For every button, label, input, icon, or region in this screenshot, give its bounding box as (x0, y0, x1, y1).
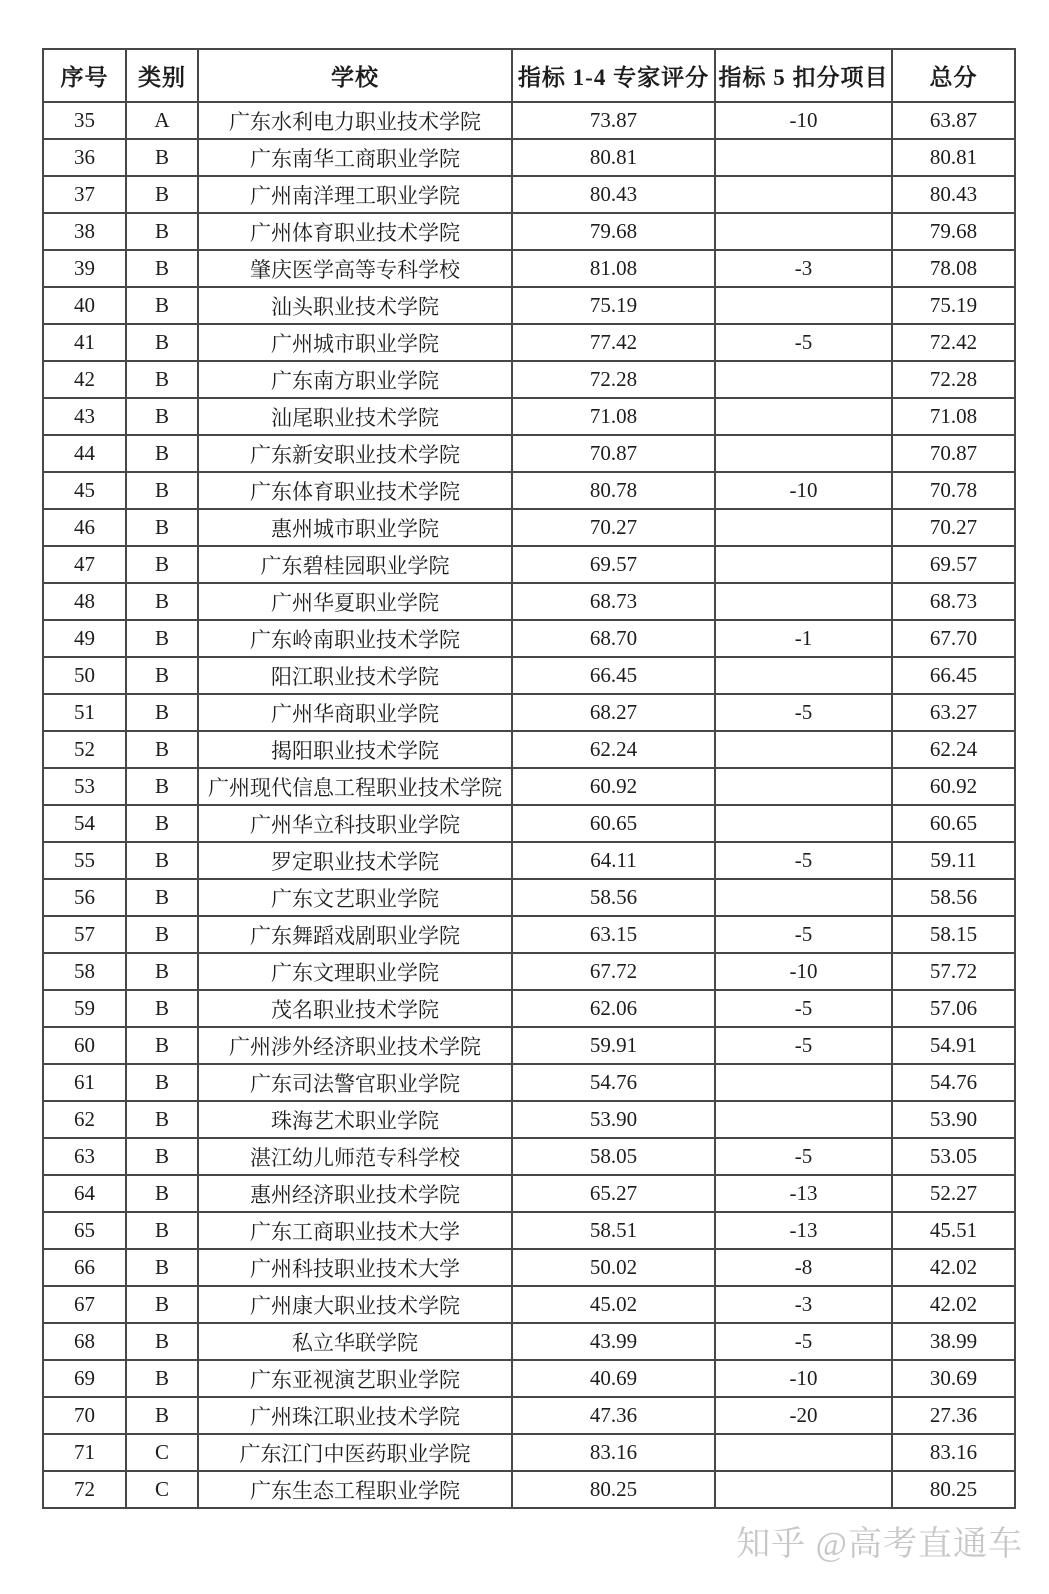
cell-score: 65.27 (512, 1175, 715, 1212)
cell-total: 57.72 (892, 953, 1015, 990)
cell-index: 56 (43, 879, 126, 916)
cell-school: 湛江幼儿师范专科学校 (198, 1138, 512, 1175)
cell-school: 广东司法警官职业学院 (198, 1064, 512, 1101)
table-row (43, 694, 1015, 731)
cell-index: 57 (43, 916, 126, 953)
cell-score: 83.16 (512, 1434, 715, 1471)
table-row (43, 842, 1015, 879)
cell-deduction: -13 (715, 1212, 892, 1249)
cell-category: B (126, 731, 198, 768)
cell-school: 广东文艺职业学院 (198, 879, 512, 916)
cell-school: 广东生态工程职业学院 (198, 1471, 512, 1508)
cell-index: 67 (43, 1286, 126, 1323)
cell-score: 68.70 (512, 620, 715, 657)
cell-score: 62.06 (512, 990, 715, 1027)
cell-school: 广州涉外经济职业技术学院 (198, 1027, 512, 1064)
cell-score: 45.02 (512, 1286, 715, 1323)
table-row (43, 546, 1015, 583)
table-row (43, 1138, 1015, 1175)
cell-score: 69.57 (512, 546, 715, 583)
cell-total: 80.43 (892, 176, 1015, 213)
header-deduction: 指标 5 扣分项目 (715, 49, 892, 102)
table-row (43, 213, 1015, 250)
cell-index: 46 (43, 509, 126, 546)
cell-score: 62.24 (512, 731, 715, 768)
cell-category: B (126, 1027, 198, 1064)
table-row (43, 620, 1015, 657)
table-row (43, 879, 1015, 916)
cell-school: 阳江职业技术学院 (198, 657, 512, 694)
cell-deduction: -1 (715, 620, 892, 657)
cell-score: 80.43 (512, 176, 715, 213)
cell-category: B (126, 1323, 198, 1360)
cell-school: 汕尾职业技术学院 (198, 398, 512, 435)
table-header (43, 49, 1015, 102)
table-row (43, 1249, 1015, 1286)
cell-index: 39 (43, 250, 126, 287)
header-row (43, 49, 1015, 102)
cell-score: 71.08 (512, 398, 715, 435)
cell-category: B (126, 1101, 198, 1138)
table-row (43, 990, 1015, 1027)
cell-total: 66.45 (892, 657, 1015, 694)
cell-total: 60.65 (892, 805, 1015, 842)
cell-total: 79.68 (892, 213, 1015, 250)
cell-deduction: -5 (715, 324, 892, 361)
cell-deduction (715, 139, 892, 176)
cell-score: 59.91 (512, 1027, 715, 1064)
table-row (43, 139, 1015, 176)
cell-score: 67.72 (512, 953, 715, 990)
cell-school: 茂名职业技术学院 (198, 990, 512, 1027)
cell-deduction: -10 (715, 953, 892, 990)
cell-category: B (126, 990, 198, 1027)
cell-school: 私立华联学院 (198, 1323, 512, 1360)
cell-total: 68.73 (892, 583, 1015, 620)
table-row (43, 176, 1015, 213)
cell-category: B (126, 213, 198, 250)
table-row (43, 583, 1015, 620)
cell-score: 77.42 (512, 324, 715, 361)
cell-school: 广东舞蹈戏剧职业学院 (198, 916, 512, 953)
cell-index: 63 (43, 1138, 126, 1175)
cell-index: 36 (43, 139, 126, 176)
cell-deduction (715, 287, 892, 324)
cell-total: 67.70 (892, 620, 1015, 657)
cell-score: 72.28 (512, 361, 715, 398)
cell-index: 71 (43, 1434, 126, 1471)
cell-school: 惠州城市职业学院 (198, 509, 512, 546)
cell-category: B (126, 1249, 198, 1286)
cell-deduction (715, 546, 892, 583)
cell-total: 80.25 (892, 1471, 1015, 1508)
table-row (43, 1064, 1015, 1101)
cell-index: 48 (43, 583, 126, 620)
cell-school: 广州华立科技职业学院 (198, 805, 512, 842)
cell-score: 58.56 (512, 879, 715, 916)
cell-deduction (715, 509, 892, 546)
cell-score: 63.15 (512, 916, 715, 953)
cell-score: 80.25 (512, 1471, 715, 1508)
cell-deduction: -3 (715, 250, 892, 287)
cell-category: B (126, 805, 198, 842)
cell-score: 80.78 (512, 472, 715, 509)
cell-score: 73.87 (512, 102, 715, 139)
table-row (43, 731, 1015, 768)
cell-category: C (126, 1434, 198, 1471)
cell-total: 70.87 (892, 435, 1015, 472)
cell-category: A (126, 102, 198, 139)
cell-deduction: -5 (715, 990, 892, 1027)
cell-total: 63.27 (892, 694, 1015, 731)
cell-index: 60 (43, 1027, 126, 1064)
table-row (43, 1175, 1015, 1212)
header-total: 总分 (892, 49, 1015, 102)
cell-score: 64.11 (512, 842, 715, 879)
cell-deduction: -10 (715, 1360, 892, 1397)
cell-total: 45.51 (892, 1212, 1015, 1249)
cell-school: 广东岭南职业技术学院 (198, 620, 512, 657)
cell-total: 59.11 (892, 842, 1015, 879)
cell-category: B (126, 1397, 198, 1434)
cell-category: B (126, 398, 198, 435)
cell-index: 49 (43, 620, 126, 657)
cell-total: 30.69 (892, 1360, 1015, 1397)
table-row (43, 1360, 1015, 1397)
cell-total: 57.06 (892, 990, 1015, 1027)
cell-total: 42.02 (892, 1286, 1015, 1323)
table-row (43, 805, 1015, 842)
cell-category: B (126, 435, 198, 472)
cell-score: 53.90 (512, 1101, 715, 1138)
cell-school: 珠海艺术职业学院 (198, 1101, 512, 1138)
cell-score: 66.45 (512, 657, 715, 694)
cell-deduction: -5 (715, 842, 892, 879)
cell-category: B (126, 1064, 198, 1101)
cell-category: B (126, 287, 198, 324)
cell-total: 62.24 (892, 731, 1015, 768)
cell-deduction (715, 1434, 892, 1471)
cell-total: 72.28 (892, 361, 1015, 398)
cell-category: B (126, 694, 198, 731)
cell-deduction (715, 805, 892, 842)
cell-total: 53.90 (892, 1101, 1015, 1138)
cell-score: 58.05 (512, 1138, 715, 1175)
cell-total: 54.91 (892, 1027, 1015, 1064)
cell-category: B (126, 250, 198, 287)
cell-deduction (715, 213, 892, 250)
cell-school: 广东江门中医药职业学院 (198, 1434, 512, 1471)
cell-category: B (126, 176, 198, 213)
cell-index: 45 (43, 472, 126, 509)
cell-category: B (126, 139, 198, 176)
cell-category: B (126, 953, 198, 990)
cell-category: B (126, 768, 198, 805)
cell-total: 72.42 (892, 324, 1015, 361)
table-row (43, 509, 1015, 546)
cell-school: 广东南华工商职业学院 (198, 139, 512, 176)
cell-category: B (126, 620, 198, 657)
table-row (43, 953, 1015, 990)
cell-total: 71.08 (892, 398, 1015, 435)
header-school: 学校 (198, 49, 512, 102)
cell-index: 58 (43, 953, 126, 990)
cell-total: 63.87 (892, 102, 1015, 139)
cell-deduction: -5 (715, 1027, 892, 1064)
cell-school: 肇庆医学高等专科学校 (198, 250, 512, 287)
cell-total: 83.16 (892, 1434, 1015, 1471)
cell-score: 58.51 (512, 1212, 715, 1249)
cell-school: 广州城市职业学院 (198, 324, 512, 361)
table-row (43, 287, 1015, 324)
cell-school: 广东水利电力职业技术学院 (198, 102, 512, 139)
cell-total: 58.15 (892, 916, 1015, 953)
cell-category: B (126, 1360, 198, 1397)
cell-score: 54.76 (512, 1064, 715, 1101)
header-category: 类别 (126, 49, 198, 102)
table-row (43, 1397, 1015, 1434)
cell-category: B (126, 842, 198, 879)
cell-deduction (715, 1064, 892, 1101)
cell-category: B (126, 1286, 198, 1323)
cell-total: 58.56 (892, 879, 1015, 916)
cell-category: B (126, 657, 198, 694)
cell-index: 61 (43, 1064, 126, 1101)
cell-deduction: -10 (715, 102, 892, 139)
cell-deduction (715, 435, 892, 472)
cell-deduction: -5 (715, 916, 892, 953)
cell-total: 70.78 (892, 472, 1015, 509)
cell-total: 38.99 (892, 1323, 1015, 1360)
cell-total: 42.02 (892, 1249, 1015, 1286)
table-row (43, 1027, 1015, 1064)
cell-index: 69 (43, 1360, 126, 1397)
cell-category: B (126, 1175, 198, 1212)
cell-score: 50.02 (512, 1249, 715, 1286)
cell-school: 广州康大职业技术学院 (198, 1286, 512, 1323)
table-row (43, 1286, 1015, 1323)
cell-index: 66 (43, 1249, 126, 1286)
cell-total: 70.27 (892, 509, 1015, 546)
cell-category: C (126, 1471, 198, 1508)
cell-index: 53 (43, 768, 126, 805)
cell-score: 68.73 (512, 583, 715, 620)
cell-category: B (126, 879, 198, 916)
cell-school: 广州华商职业学院 (198, 694, 512, 731)
cell-school: 广东工商职业技术大学 (198, 1212, 512, 1249)
cell-total: 78.08 (892, 250, 1015, 287)
cell-index: 41 (43, 324, 126, 361)
cell-deduction (715, 583, 892, 620)
cell-score: 60.65 (512, 805, 715, 842)
cell-category: B (126, 916, 198, 953)
cell-deduction (715, 398, 892, 435)
college-ranking-table (42, 48, 1016, 1509)
table-row (43, 1212, 1015, 1249)
cell-category: B (126, 509, 198, 546)
cell-index: 62 (43, 1101, 126, 1138)
cell-deduction: -8 (715, 1249, 892, 1286)
cell-category: B (126, 583, 198, 620)
cell-school: 广东文理职业学院 (198, 953, 512, 990)
cell-index: 52 (43, 731, 126, 768)
cell-deduction: -10 (715, 472, 892, 509)
cell-deduction (715, 361, 892, 398)
cell-score: 43.99 (512, 1323, 715, 1360)
cell-total: 53.05 (892, 1138, 1015, 1175)
cell-total: 52.27 (892, 1175, 1015, 1212)
cell-deduction: -3 (715, 1286, 892, 1323)
cell-school: 广州现代信息工程职业技术学院 (198, 768, 512, 805)
cell-index: 65 (43, 1212, 126, 1249)
table-row (43, 435, 1015, 472)
cell-school: 汕头职业技术学院 (198, 287, 512, 324)
table-row (43, 361, 1015, 398)
cell-category: B (126, 1212, 198, 1249)
cell-category: B (126, 361, 198, 398)
cell-total: 75.19 (892, 287, 1015, 324)
cell-school: 罗定职业技术学院 (198, 842, 512, 879)
cell-score: 68.27 (512, 694, 715, 731)
cell-deduction (715, 657, 892, 694)
cell-index: 50 (43, 657, 126, 694)
cell-school: 广东亚视演艺职业学院 (198, 1360, 512, 1397)
cell-school: 广州华夏职业学院 (198, 583, 512, 620)
table-row (43, 768, 1015, 805)
table-row (43, 1471, 1015, 1508)
cell-school: 广东新安职业技术学院 (198, 435, 512, 472)
cell-category: B (126, 324, 198, 361)
cell-category: B (126, 546, 198, 583)
cell-score: 81.08 (512, 250, 715, 287)
cell-score: 70.87 (512, 435, 715, 472)
table-row (43, 1101, 1015, 1138)
cell-deduction (715, 1101, 892, 1138)
cell-score: 60.92 (512, 768, 715, 805)
cell-deduction (715, 768, 892, 805)
table-row (43, 657, 1015, 694)
cell-school: 广州科技职业技术大学 (198, 1249, 512, 1286)
cell-index: 55 (43, 842, 126, 879)
table-row (43, 916, 1015, 953)
cell-score: 80.81 (512, 139, 715, 176)
cell-index: 68 (43, 1323, 126, 1360)
cell-school: 广东碧桂园职业学院 (198, 546, 512, 583)
cell-index: 54 (43, 805, 126, 842)
cell-score: 75.19 (512, 287, 715, 324)
cell-total: 80.81 (892, 139, 1015, 176)
cell-index: 38 (43, 213, 126, 250)
cell-deduction: -5 (715, 1323, 892, 1360)
cell-school: 广东南方职业学院 (198, 361, 512, 398)
table-row (43, 1323, 1015, 1360)
cell-deduction: -5 (715, 1138, 892, 1175)
cell-index: 64 (43, 1175, 126, 1212)
cell-index: 37 (43, 176, 126, 213)
table-row (43, 324, 1015, 361)
header-index: 序号 (43, 49, 126, 102)
cell-score: 47.36 (512, 1397, 715, 1434)
cell-category: B (126, 472, 198, 509)
cell-score: 70.27 (512, 509, 715, 546)
cell-total: 69.57 (892, 546, 1015, 583)
table-row (43, 102, 1015, 139)
cell-school: 广州珠江职业技术学院 (198, 1397, 512, 1434)
cell-school: 揭阳职业技术学院 (198, 731, 512, 768)
cell-total: 60.92 (892, 768, 1015, 805)
cell-index: 35 (43, 102, 126, 139)
cell-deduction (715, 176, 892, 213)
table-row (43, 250, 1015, 287)
cell-score: 79.68 (512, 213, 715, 250)
cell-index: 47 (43, 546, 126, 583)
cell-total: 27.36 (892, 1397, 1015, 1434)
cell-total: 54.76 (892, 1064, 1015, 1101)
cell-index: 40 (43, 287, 126, 324)
cell-index: 43 (43, 398, 126, 435)
table-row (43, 472, 1015, 509)
cell-score: 40.69 (512, 1360, 715, 1397)
header-score: 指标 1-4 专家评分 (512, 49, 715, 102)
cell-index: 70 (43, 1397, 126, 1434)
cell-index: 42 (43, 361, 126, 398)
cell-deduction (715, 879, 892, 916)
cell-index: 59 (43, 990, 126, 1027)
cell-category: B (126, 1138, 198, 1175)
cell-deduction (715, 731, 892, 768)
cell-school: 广州南洋理工职业学院 (198, 176, 512, 213)
cell-school: 广州体育职业技术学院 (198, 213, 512, 250)
table-row (43, 1434, 1015, 1471)
table-row (43, 398, 1015, 435)
cell-deduction: -20 (715, 1397, 892, 1434)
cell-school: 广东体育职业技术学院 (198, 472, 512, 509)
cell-deduction (715, 1471, 892, 1508)
table-body (43, 102, 1015, 1508)
cell-school: 惠州经济职业技术学院 (198, 1175, 512, 1212)
cell-deduction: -5 (715, 694, 892, 731)
watermark: 知乎 @高考直通车 (736, 1526, 1023, 1563)
cell-index: 44 (43, 435, 126, 472)
cell-index: 51 (43, 694, 126, 731)
cell-index: 72 (43, 1471, 126, 1508)
cell-deduction: -13 (715, 1175, 892, 1212)
